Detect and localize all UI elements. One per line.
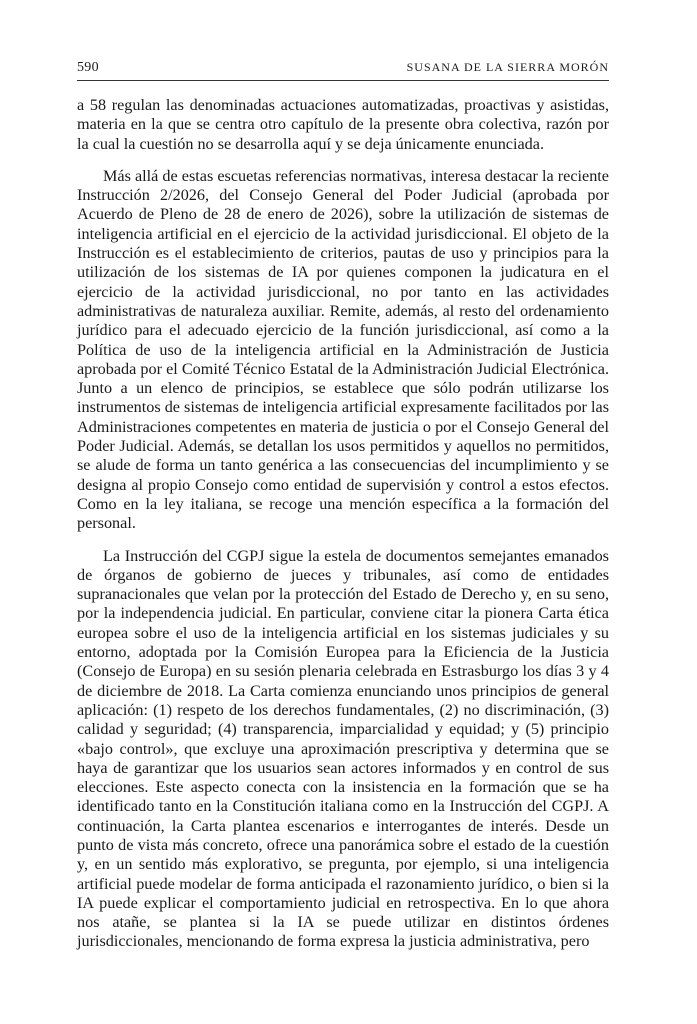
page-number: 590 bbox=[77, 60, 99, 75]
paragraph-carta-etica: La Instrucción del CGPJ sigue la estela de documentos semejantes emanados de órganos de gobierno de jueces y tribunales, así como de entidades supranacionales que velan por la protección del Estado de Derecho y, en su seno, por la independencia judicial. En particular, conviene citar la pionera Carta ética europea sobre el uso de la inteligencia artificial en los sistemas judiciales y su entorno, adoptada por la Comisión Europea para la Eficiencia de la Justicia (Consejo de Europa) en su sesión plenaria celebrada en Estrasburgo los días 3 y 4 de diciembre de 2018. La Carta comienza enunciando unos principios de general aplicación: (1) respeto de los derechos fundamentales, (2) no discriminación, (3) calidad y seguridad; (4) transparencia, imparcialidad y equidad; y (5) principio «bajo control», que excluye una aproximación prescriptiva y determina que se haya de garantizar que los usuarios sean actores informados y en control de sus elecciones. Este aspecto conecta con la insistencia en la formación que se ha identificado tanto en la Constitución italiana como en la Instrucción del CGPJ. A continuación, la Carta plantea escenarios e interrogantes de interés. Desde un punto de vista más concreto, ofrece una panorámica sobre el estado de la cuestión y, en un sentido más explorativo, se pregunta, por ejemplo, si una inteligencia artificial puede modelar de forma anticipada el razonamiento jurídico, o bien si la IA puede explicar el comportamiento judicial en retrospectiva. En lo que ahora nos atañe, se plantea si la IA se puede utilizar en distintos órdenes jurisdiccionales, mencionando de forma expresa la justicia administrativa, pero bbox=[77, 546, 609, 951]
page-header bbox=[77, 58, 609, 81]
running-head: SUSANA DE LA SIERRA MORÓN bbox=[406, 60, 609, 74]
body-text bbox=[77, 96, 609, 965]
paragraph-instruccion-cgpj: Más allá de estas escuetas referencias normativas, interesa destacar la reciente Instrucción 2/2026, del Consejo General del Poder Judicial (aprobada por Acuerdo de Pleno de 28 de enero de 2026), sobre la utilización de sistemas de inteligencia artificial en el ejercicio de la actividad jurisdiccional. El objeto de la Instrucción es el establecimiento de criterios, pautas de uso y principios para la utilización de los sistemas de IA por quienes componen la judicatura en el ejercicio de la actividad jurisdiccional, no por tanto en las actividades administrativas de naturaleza auxiliar. Remite, además, al resto del ordenamiento jurídico para el adecuado ejercicio de la función jurisdiccional, así como a la Política de uso de la inteligencia artificial en la Administración de Justicia aprobada por el Comité Técnico Estatal de la Administración Judicial Electrónica. Junto a un elenco de principios, se establece que sólo podrán utilizarse los instrumentos de sistemas de inteligencia artificial expresamente facilitados por las Administraciones competentes en materia de justicia o por el Consejo General del Poder Judicial. Además, se detallan los usos permitidos y aquellos no permitidos, se alude de forma un tanto genérica a las consecuencias del incumplimiento y se designa al propio Consejo como entidad de supervisión y control a estos efectos. Como en la ley italiana, se recoge una mención específica a la formación del personal. bbox=[77, 166, 609, 533]
paragraph-continuation: a 58 regulan las denominadas actuaciones automatizadas, proactivas y asistidas, materia en la que se centra otro capítulo de la presente obra colectiva, razón por la cual la cuestión no se desarrolla aquí y se deja únicamente enunciada. bbox=[77, 96, 609, 153]
